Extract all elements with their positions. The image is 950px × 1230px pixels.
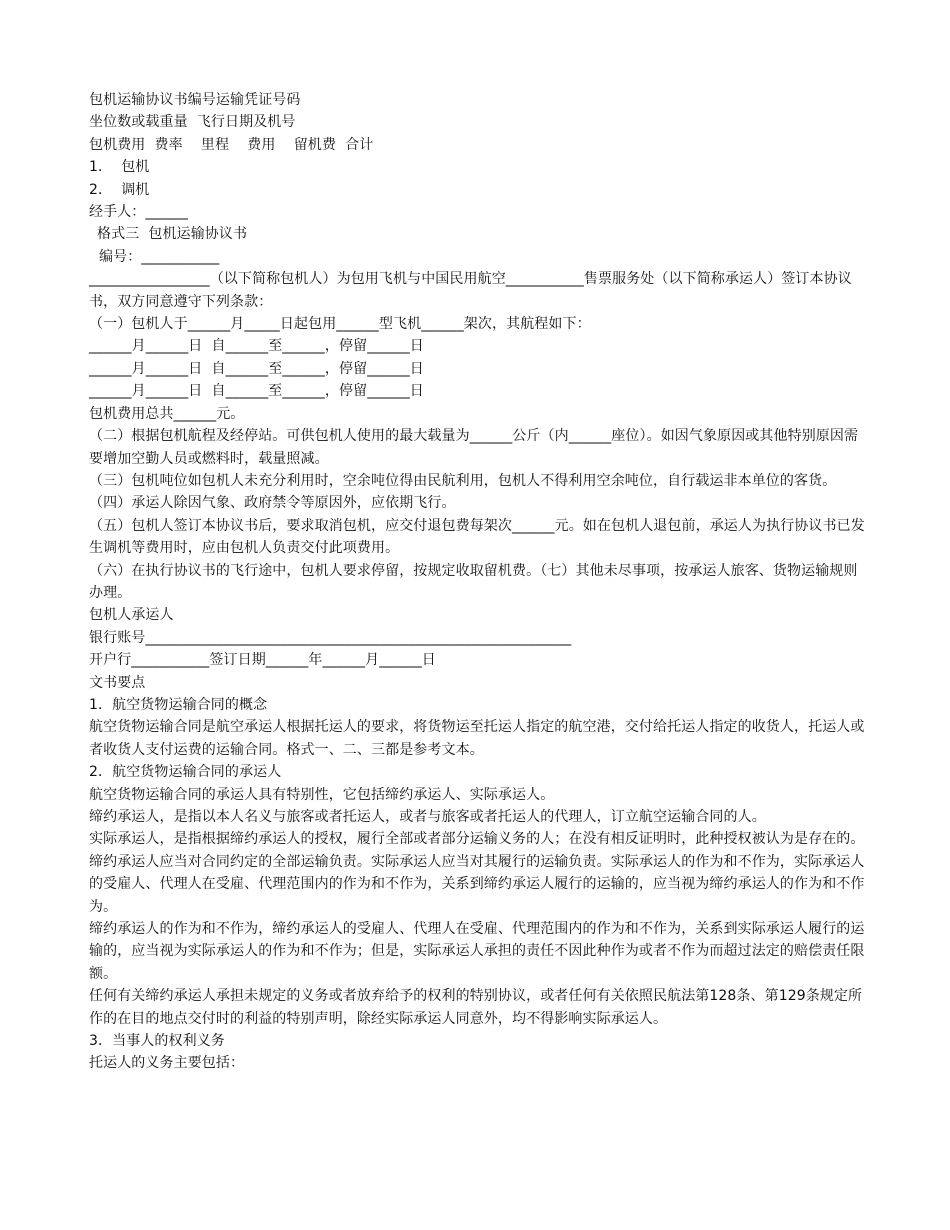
doc-paragraph: 航空货物运输合同是航空承运人根据托运人的要求，将货物运至托运人指定的航空港，交付给托运人指定的收货人，托运人或者收货人支付运费的运输合同。格式一、二、三都是参考文本。 bbox=[89, 719, 865, 758]
doc-line: 包机费用总共______元。 bbox=[89, 405, 245, 422]
doc-paragraph: 缔约承运人的作为和不作为，缔约承运人的受雇人、代理人在受雇、代理范围内的作为和不作为，关系到实际承运人履行的运输的，应当视为实际承运人的作为和不作为；但是，实际承运人承担的责任不因此种作为或者不作为而超过法定的赔偿责任限额。 bbox=[89, 921, 865, 982]
clause-2: （二）根据包机航程及经停站。可供包机人使用的最大载量为______公斤（内______座位）。如因气象原因或其他特别原因需要增加空勤人员或燃料时，载量照减。 bbox=[89, 428, 859, 467]
bank-date-line: 开户行___________签订日期______年______月______日 bbox=[89, 652, 436, 669]
doc-line: 坐位数或载重量 飞行日期及机号 bbox=[89, 114, 296, 131]
doc-line: 1． 包机 bbox=[89, 159, 150, 176]
doc-paragraph: 缔约承运人，是指以本人名义与旅客或者托运人，或者与旅客或者托运人的代理人，订立航空运输合同的人。 bbox=[89, 809, 766, 825]
clause-5: （五）包机人签订本协议书后，要求取消包机，应交付退包费每架次______元。如在包机人退包前，承运人为执行协议书已发生调机等费用时，应由包机人负责交付此项费用。 bbox=[89, 517, 865, 557]
doc-paragraph: 航空货物运输合同的承运人具有特别性，它包括缔约承运人、实际承运人。 bbox=[89, 786, 555, 803]
itinerary-line: ______月______日 自______至______，停留______日 bbox=[89, 338, 424, 355]
document-body bbox=[89, 89, 869, 1075]
doc-paragraph: _________________（以下简称包机人）为包用飞机与中国民用航空___________售票服务处（以下简称承运人）签订本协议书，双方同意遵守下列条款： bbox=[89, 271, 852, 310]
doc-line: 2． 调机 bbox=[89, 181, 150, 198]
doc-paragraph: 缔约承运人应当对合同约定的全部运输负责。实际承运人应当对其履行的运输负责。实际承运人的作为和不作为，实际承运人的受雇人、代理人在受雇、代理范围内的作为和不作为，关系到缔约承运人履行的运输的，应当视为缔约承运人的作为和不作为。 bbox=[89, 853, 865, 915]
subheading: 2．航空货物运输合同的承运人 bbox=[89, 764, 282, 781]
bank-account-line: 银行账号____________________________________________________________ bbox=[89, 629, 572, 646]
doc-paragraph: 实际承运人，是指根据缔约承运人的授权，履行全部或者部分运输义务的人；在没有相反证明时，此种授权被认为是存在的。 bbox=[89, 831, 865, 848]
clause-1: （一）包机人于______月_____日起包用______型飞机______架次，其航程如下： bbox=[89, 316, 591, 333]
doc-line: 包机运输协议书编号运输凭证号码 bbox=[89, 92, 301, 108]
itinerary-line: ______月______日 自______至______，停留______日 bbox=[89, 383, 424, 400]
doc-line: 经手人：______ bbox=[89, 204, 188, 221]
clause-6-7: （六）在执行协议书的飞行途中，包机人要求停留，按规定收取留机费。（七）其他未尽事项，按承运人旅客、货物运输规则办理。 bbox=[89, 562, 858, 601]
section-heading: 文书要点 bbox=[89, 674, 146, 691]
clause-4: （四）承运人除因气象、政府禁令等原因外，应依期飞行。 bbox=[89, 495, 456, 512]
subheading: 1．航空货物运输合同的概念 bbox=[89, 696, 268, 713]
subheading: 3．当事人的权利义务 bbox=[89, 1033, 225, 1050]
itinerary-line: ______月______日 自______至______，停留______日 bbox=[89, 360, 424, 377]
doc-line: 托运人的义务主要包括： bbox=[89, 1055, 245, 1072]
doc-number-line: 编号：___________ bbox=[99, 248, 220, 265]
doc-paragraph: 任何有关缔约承运人承担未规定的义务或者放弃给予的权利的特别协议，或者任何有关依照民航法第128条、第129条规定所作的在目的地点交付时的利益的特别声明，除经实际承运人同意外，均不得影响实际承运人。 bbox=[89, 988, 863, 1027]
signature-line: 包机人承运人 bbox=[89, 607, 174, 624]
doc-line: 包机费用 费率 里程 费用 留机费 合计 bbox=[89, 136, 374, 153]
format-heading: 格式三 包机运输协议书 bbox=[97, 226, 248, 243]
clause-3: （三）包机吨位如包机人未充分利用时，空余吨位得由民航利用，包机人不得利用空余吨位，自行载运非本单位的客货。 bbox=[89, 472, 837, 489]
